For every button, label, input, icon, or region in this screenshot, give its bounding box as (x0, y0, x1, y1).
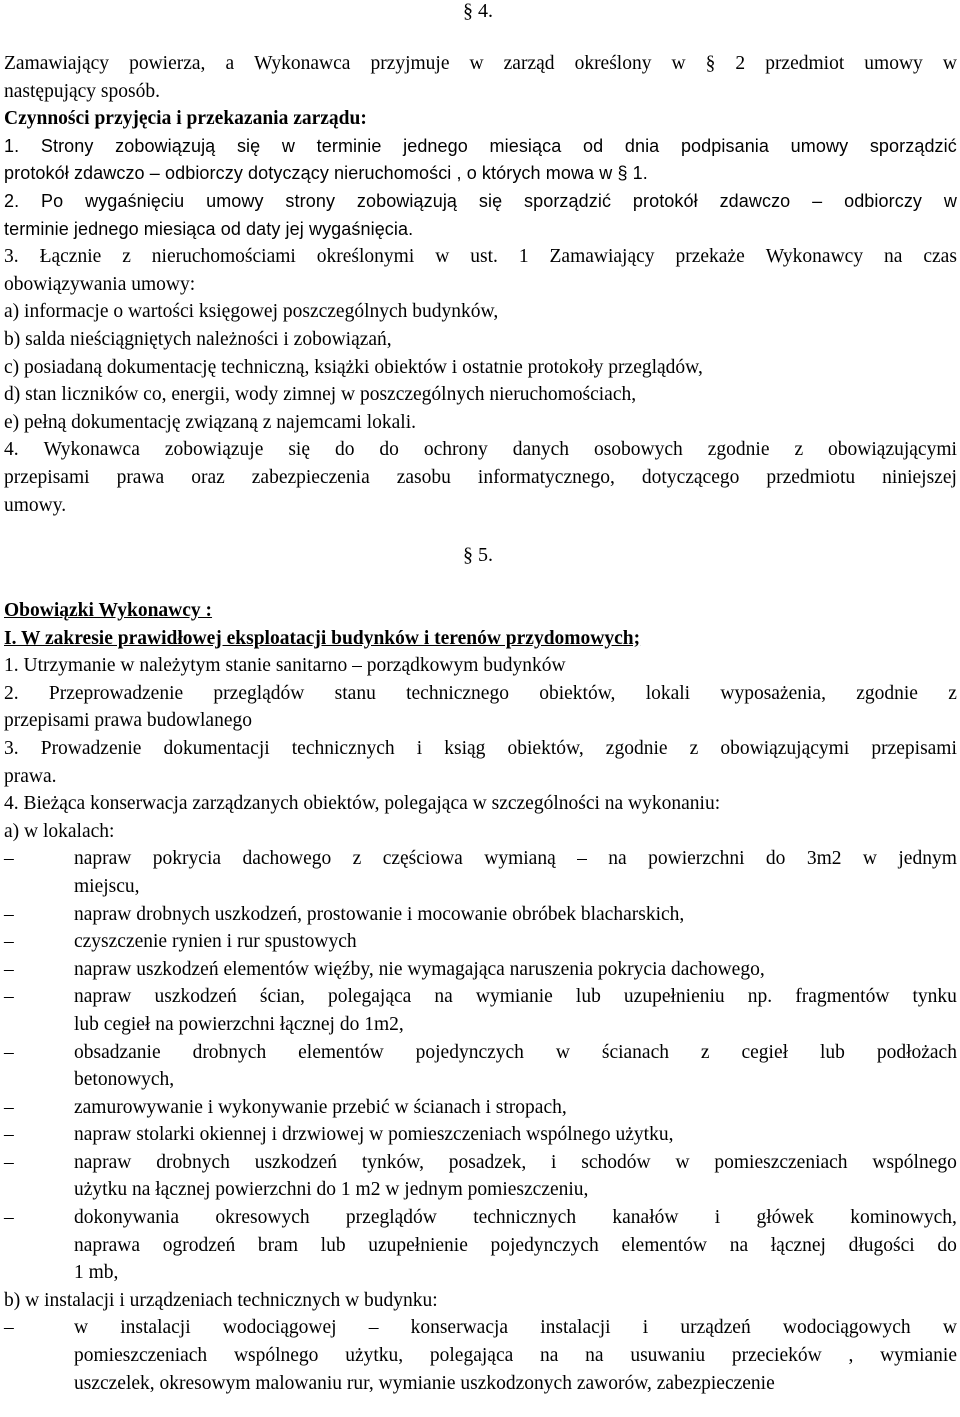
list-item-continuation (4, 1342, 957, 1370)
list-item (4, 901, 957, 929)
list-item (4, 1314, 957, 1342)
word: ogrodzeń (162, 1234, 236, 1256)
word: wspólnego (233, 1345, 319, 1367)
word: jednego (403, 135, 468, 156)
word: terminie (316, 135, 382, 156)
duty-4: 4. Bieżąca konserwacja zarządzanych obiektów, polegająca w szczególności na wykonaniu: (4, 793, 721, 815)
word: w (942, 1317, 957, 1339)
word: na (585, 1345, 604, 1367)
word: bram (257, 1234, 298, 1256)
list-item-text (74, 1039, 957, 1067)
word: się (288, 439, 310, 461)
word: napraw (74, 1151, 132, 1173)
word: z (794, 439, 804, 461)
word: lokali (645, 682, 691, 704)
duty-2-line (4, 680, 957, 708)
word: 3m2 (806, 848, 842, 870)
word: dotyczącego (641, 466, 740, 488)
word: oraz (191, 466, 225, 488)
word: zgodnie (605, 737, 668, 759)
word: technicznych (291, 737, 395, 759)
word: prawa (116, 466, 165, 488)
list-item: b) salda nieściągniętych należności i zobowiązań, (4, 328, 392, 350)
word: stanu (334, 682, 376, 704)
word: Wykonawcy (765, 246, 864, 268)
word: obiektów, (539, 682, 616, 704)
word: Wykonawca (43, 439, 140, 461)
word: drobnych (192, 1041, 267, 1063)
word: pokrycia (152, 848, 222, 870)
word: uszkodzeń (154, 986, 237, 1008)
word: sporządzić (869, 135, 957, 156)
word: przepisami (4, 466, 90, 488)
word: napraw (74, 986, 132, 1008)
word: umowy (790, 135, 849, 156)
word: obowiązującymi (720, 737, 850, 759)
item-4-line: umowy. (4, 494, 67, 516)
word: technicznego (406, 682, 509, 704)
list-item-text: napraw drobnych uszkodzeń, prostowanie i mocowanie obróbek blacharskich, (74, 903, 685, 925)
item-4-line (4, 436, 957, 464)
word: wygaśnięciu (85, 190, 185, 211)
word: z (948, 682, 957, 704)
list-a-label: a) w lokalach: (4, 820, 115, 842)
word: a (225, 53, 235, 74)
dash-bullet-icon: – (4, 1041, 14, 1063)
word: przekaże (675, 246, 745, 268)
item-2-line (4, 188, 957, 216)
list-item (4, 1094, 957, 1122)
word: na (540, 1345, 559, 1367)
word: i (416, 737, 423, 759)
list-item-continuation: betonowych, (74, 1069, 175, 1091)
word: użytku, (345, 1345, 404, 1367)
word: ścian, (259, 986, 305, 1008)
word: odbiorczy (844, 190, 923, 211)
word: od (582, 135, 604, 156)
word: kanałów (612, 1207, 679, 1229)
word: konserwacja (410, 1317, 509, 1339)
list-item-text (74, 845, 957, 873)
word: 2. (4, 190, 20, 211)
word: powierzchni (648, 848, 745, 870)
word: zabezpieczenia (251, 466, 370, 488)
word: zgodnie (856, 682, 918, 704)
word: zobowiązują (115, 135, 216, 156)
word: danych (512, 439, 570, 461)
word: z (122, 246, 131, 268)
word: tynku (912, 986, 957, 1008)
word: informatycznego, (477, 466, 615, 488)
word: Strony (40, 135, 94, 156)
word: Przeprowadzenie (48, 682, 184, 704)
list-item-text: napraw stolarki okiennej i drzwiowej w pomieszczeniach wspólnego użytku, (74, 1124, 674, 1146)
word: na (729, 1234, 749, 1256)
word: i (714, 1207, 721, 1229)
word: urządzeń (680, 1317, 751, 1339)
word: instalacji (540, 1317, 611, 1339)
word: kominowych, (850, 1207, 957, 1229)
list-item-text (74, 1204, 957, 1232)
word: wymianie (475, 986, 553, 1008)
list-item-continuation: miejscu, (74, 875, 140, 897)
word: wymianie (880, 1345, 957, 1367)
word: przepisami (871, 737, 957, 759)
dash-bullet-icon: – (4, 903, 14, 925)
word: Zamawiający (4, 53, 110, 74)
word: przyjmuje (370, 53, 450, 74)
list-b-label: b) w instalacji i urządzeniach technicznych w budynku: (4, 1289, 438, 1311)
word: posadzek, (448, 1151, 527, 1173)
word: 2. (4, 682, 19, 704)
list-item-continuation (4, 1232, 957, 1260)
word: łącznej (770, 1234, 826, 1256)
list-item (4, 845, 957, 873)
list-item-continuation: lub cegieł na powierzchni łącznej do 1m2, (74, 1013, 404, 1035)
word: przedmiotu (766, 466, 856, 488)
dash-bullet-icon: – (4, 1207, 14, 1229)
word: – (368, 1317, 379, 1339)
word: z (700, 1041, 710, 1063)
word: przecieków (731, 1345, 822, 1367)
subheading-handover: Czynności przyjęcia i przekazania zarządu: (4, 108, 367, 130)
word: pojedynczych (490, 1234, 599, 1256)
word: obiektów, (507, 737, 584, 759)
word: ksiąg (444, 737, 486, 759)
word: cegieł (741, 1041, 789, 1063)
word: protokół (632, 190, 698, 211)
dash-bullet-icon: – (4, 848, 14, 870)
word: naprawa (74, 1234, 141, 1256)
list-item (4, 983, 957, 1011)
list-item-continuation: 1 mb, (74, 1262, 119, 1284)
paragraph-intro-line: następujący sposób. (4, 80, 160, 102)
word: dokumentacji (163, 737, 270, 759)
word: umowy (864, 53, 923, 74)
word: 1. (4, 135, 20, 156)
word: częściowa (382, 848, 463, 870)
dash-bullet-icon: – (4, 1096, 14, 1118)
section-5-title: Obowiązki Wykonawcy : (4, 600, 213, 621)
word: dokonywania (74, 1207, 180, 1229)
word: drobnych (156, 1151, 230, 1173)
word: do (937, 1234, 957, 1256)
list-a (4, 845, 957, 1287)
item-2-line: terminie jednego miesiąca od daty jej wygaśnięcia. (4, 218, 414, 239)
word: przeglądów (345, 1207, 437, 1229)
duty-3-line (4, 735, 957, 763)
dash-bullet-icon: – (4, 1124, 14, 1146)
word: uszkodzeń (254, 1151, 338, 1173)
word: Wykonawca (254, 53, 351, 74)
list-b (4, 1314, 957, 1397)
word: polegająca (429, 1345, 514, 1367)
word: długości (848, 1234, 915, 1256)
word: Łącznie (39, 246, 102, 268)
list-item-text: czyszczenie rynien i rur spustowych (74, 931, 357, 953)
word: osobowych (593, 439, 683, 461)
list-item-continuation: użytku na łącznej powierzchni do 1 m2 w jednym pomieszczeniu, (74, 1179, 589, 1201)
word: miesiąca (489, 135, 562, 156)
word: w (74, 1317, 89, 1339)
word: się (236, 135, 261, 156)
word: Zamawiający (549, 246, 655, 268)
word: wodociągowych (782, 1317, 911, 1339)
word: elementów (621, 1234, 708, 1256)
item-1-line: protokół zdawczo – odbiorczy dotyczący nieruchomości , o których mowa w § 1. (4, 163, 648, 184)
word: główek (756, 1207, 814, 1229)
word: zarząd (503, 53, 555, 74)
word: 1 (518, 246, 529, 268)
item-3-line: obowiązywania umowy: (4, 273, 196, 295)
word: pomieszczeniach (74, 1345, 208, 1367)
word: na (434, 986, 453, 1008)
word: w (943, 190, 957, 211)
word: się (478, 190, 503, 211)
duty-1: 1. Utrzymanie w należytym stanie sanitarno – porządkowym budynków (4, 655, 566, 677)
word: technicznych (473, 1207, 577, 1229)
word: elementów (298, 1041, 384, 1063)
word: – (812, 190, 823, 211)
word: i (551, 1151, 557, 1173)
list-item-text: napraw uszkodzeń elementów więźby, nie wymagająca naruszenia pokrycia dachowego, (74, 958, 765, 980)
word: usuwaniu (630, 1345, 706, 1367)
word: przedmiot (765, 53, 845, 74)
word: lub (819, 1041, 845, 1063)
word: pojedynczych (415, 1041, 524, 1063)
word: określonymi (316, 246, 415, 268)
word: – (577, 848, 587, 870)
word: fragmentów (795, 986, 890, 1008)
word: w (942, 53, 957, 74)
word: na (608, 848, 627, 870)
word: w (555, 1041, 570, 1063)
dash-bullet-icon: – (4, 1151, 14, 1173)
word: wymianą (484, 848, 556, 870)
word: obowiązującymi (828, 439, 957, 461)
dash-bullet-icon: – (4, 986, 14, 1008)
word: uzupełnienie (368, 1234, 468, 1256)
word: lub (320, 1234, 346, 1256)
document-body (4, 50, 957, 519)
word: zobowiązują (356, 190, 458, 211)
word: powierza, (129, 53, 206, 74)
word: zgodnie (707, 439, 770, 461)
word: obsadzanie (74, 1041, 161, 1063)
word: instalacji (120, 1317, 191, 1339)
list-item: c) posiadaną dokumentację techniczną, książki obiektów i ostatnie protokoły przeglądów, (4, 356, 703, 378)
list-item-text: zamurowywanie i wykonywanie przebić w ścianach i stropach, (74, 1096, 567, 1118)
word: napraw (74, 848, 132, 870)
word: do (765, 848, 786, 870)
word: w (435, 246, 450, 268)
section-5-body (4, 597, 957, 1397)
item-1-line (4, 133, 957, 161)
word: z (689, 737, 699, 759)
word: do (334, 439, 355, 461)
dash-bullet-icon: – (4, 958, 14, 980)
word: okresowych (215, 1207, 310, 1229)
word: nieruchomościami (151, 246, 296, 268)
word: umowy (206, 190, 264, 211)
word: w (862, 848, 877, 870)
word: zdawczo (719, 190, 791, 211)
word: sporządzić (524, 190, 612, 211)
word: , (848, 1345, 854, 1367)
list-item (4, 1121, 957, 1149)
word: w (281, 135, 295, 156)
word: strony (285, 190, 336, 211)
word: określony (574, 53, 652, 74)
list-item: e) pełną dokumentację związaną z najemcami lokali. (4, 411, 417, 433)
word: z (352, 848, 362, 870)
item-3-list (4, 298, 957, 436)
list-item-text (74, 1314, 957, 1342)
word: w (469, 53, 484, 74)
item-3-line (4, 243, 957, 271)
list-item-text (74, 983, 957, 1011)
word: uzupełnieniu (623, 986, 725, 1008)
list-item-continuation: uszczelek, okresowym malowaniu rur, wymianie uszkodzonych zaworów, zabezpieczenie (74, 1372, 775, 1394)
word: § (705, 53, 716, 74)
word: Po (41, 190, 64, 211)
word: podpisania (680, 135, 770, 156)
word: zasobu (396, 466, 451, 488)
word: dachowego (242, 848, 332, 870)
list-item (4, 928, 957, 956)
word: ust. (470, 246, 498, 268)
word: 3. (4, 737, 19, 759)
item-4-line (4, 464, 957, 492)
list-item (4, 956, 957, 984)
word: przeglądów (213, 682, 305, 704)
duty-2-line: przepisami prawa budowlanego (4, 710, 252, 732)
word: polegająca (327, 986, 412, 1008)
section-4-heading: § 4. (463, 0, 493, 22)
duty-3-line: prawa. (4, 765, 57, 787)
word: zobowiązuje (164, 439, 264, 461)
word: wspólnego (872, 1151, 957, 1173)
list-item: a) informacje o wartości księgowej poszczególnych budynków, (4, 301, 499, 323)
word: i (642, 1317, 649, 1339)
word: na (884, 246, 903, 268)
word: lub (575, 986, 601, 1008)
word: 2 (735, 53, 746, 74)
word: wyposażenia, (720, 682, 826, 704)
part-1-heading: I. W zakresie prawidłowej eksploatacji budynków i terenów przydomowych; (4, 627, 641, 649)
list-item (4, 1149, 957, 1177)
word: np. (747, 986, 773, 1008)
list-item (4, 1204, 957, 1232)
list-item-text (74, 1149, 957, 1177)
word: pomieszczeniach (714, 1151, 848, 1173)
word: 4. (4, 439, 19, 461)
word: ścianach (601, 1041, 669, 1063)
word: jednym (898, 848, 957, 870)
word: dnia (624, 135, 660, 156)
paragraph-intro-line (4, 50, 957, 78)
section-5-heading: § 5. (463, 544, 493, 566)
word: 3. (4, 246, 19, 268)
word: Prowadzenie (40, 737, 142, 759)
dash-bullet-icon: – (4, 931, 14, 953)
word: tynków, (361, 1151, 424, 1173)
dash-bullet-icon: – (4, 1317, 14, 1339)
word: w (671, 53, 686, 74)
word: podłożach (876, 1041, 957, 1063)
word: w (675, 1151, 690, 1173)
word: czas (923, 246, 957, 268)
word: niniejszej (882, 466, 957, 488)
list-item: d) stan liczników co, energii, wody zimnej w poszczególnych nieruchomościach, (4, 384, 637, 406)
word: wodociągowej (222, 1317, 337, 1339)
word: ochrony (423, 439, 488, 461)
word: do (379, 439, 399, 461)
list-item (4, 1039, 957, 1067)
word: schodów (581, 1151, 651, 1173)
